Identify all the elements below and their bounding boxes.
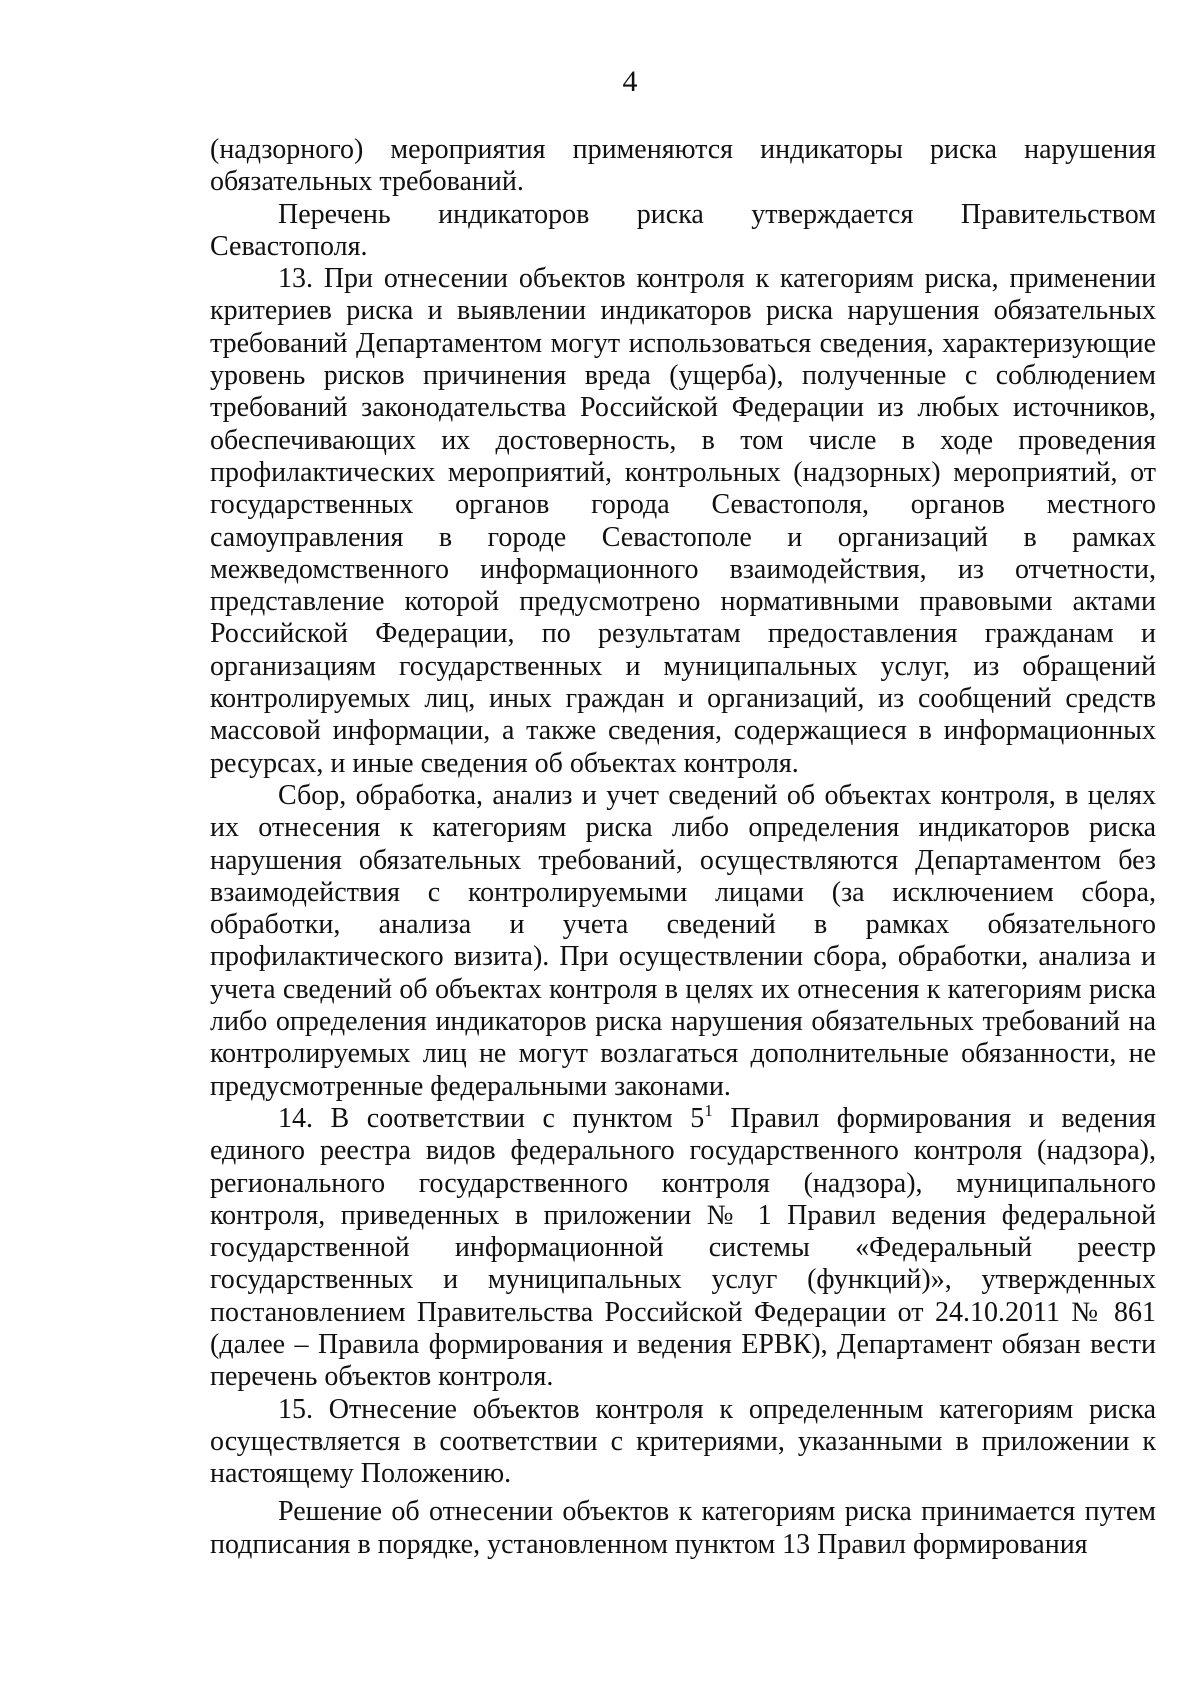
paragraph-data-collection: Сбор, обработка, анализ и учет сведений об объектах контроля, в целях их отнесения к категориям риска либо определения индикаторов риска нарушения обязательных требований, осуществляются Департаментом без взаимодействия с контролируемыми лицами (за исключением сбора, обработки, анализа и учета сведений в рамках обязательного профилактического визита). При осуществлении сбора, обработки, анализа и учета сведений об объектах контроля в целях их отнесения к категориям риска либо определения индикаторов риска нарушения обязательных требований на контролируемых лиц не могут возлагаться дополнительные обязанности, не предусмотренные федеральными законами. — [210, 779, 1156, 1102]
paragraph-risk-indicators-list: Перечень индикаторов риска утверждается Правительством Севастополя. — [210, 198, 1156, 262]
paragraph-item-13: 13. При отнесении объектов контроля к категориям риска, применении критериев риска и выявлении индикаторов риска нарушения обязательных требований Департаментом могут использоваться сведения, характеризующие уровень рисков причинения вреда (ущерба), полученные с соблюдением требований законодательства Российской Федерации из любых источников, обеспечивающих их достоверность, в том числе в ходе проведения профилактических мероприятий, контрольных (надзорных) мероприятий, от государственных органов города Севастополя, органов местного самоуправления в городе Севастополе и организаций в рамках межведомственного информационного взаимодействия, из отчетности, представление которой предусмотрено нормативными правовыми актами Российской Федерации, по результатам предоставления гражданам и организациям государственных и муниципальных услуг, из обращений контролируемых лиц, иных граждан и организаций, из сообщений средств массовой информации, а также сведения, содержащиеся в информационных ресурсах, и иные сведения об объектах контроля. — [210, 263, 1156, 779]
paragraph-risk-decision: Решение об отнесении объектов к категориям риска принимается путем подписания в порядке, установленном пунктом 13 Правил формирования — [210, 1496, 1156, 1560]
item-14-text-start: 14. В соответствии с пунктом 5 — [278, 1102, 705, 1134]
page-number: 4 — [622, 65, 638, 98]
item-14-text-end: Правил формирования и ведения единого реестра видов федерального государственного контроля (надзора), регионального государственного контроля (надзора), муниципального контроля, приведенных в приложении № 1 Правил ведения федеральной государственной информационной системы «Федеральный реестр государственных и муниципальных услуг (функций)», утвержденных постановлением Правительства Российской Федерации от 24.10.2011 № 861 (далее – Правила формирования и ведения ЕРВК), Департамент обязан вести перечень объектов контроля. — [210, 1102, 1156, 1393]
paragraph-continuation: (надзорного) мероприятия применяются индикаторы риска нарушения обязательных требований. — [210, 134, 1156, 198]
document-body — [210, 134, 1156, 1561]
paragraph-item-15: 15. Отнесение объектов контроля к определенным категориям риска осуществляется в соответствии с критериями, указанными в приложении к настоящему Положению. — [210, 1393, 1156, 1490]
paragraph-item-14 — [210, 1100, 1156, 1394]
item-14-superscript: 1 — [704, 1100, 713, 1120]
